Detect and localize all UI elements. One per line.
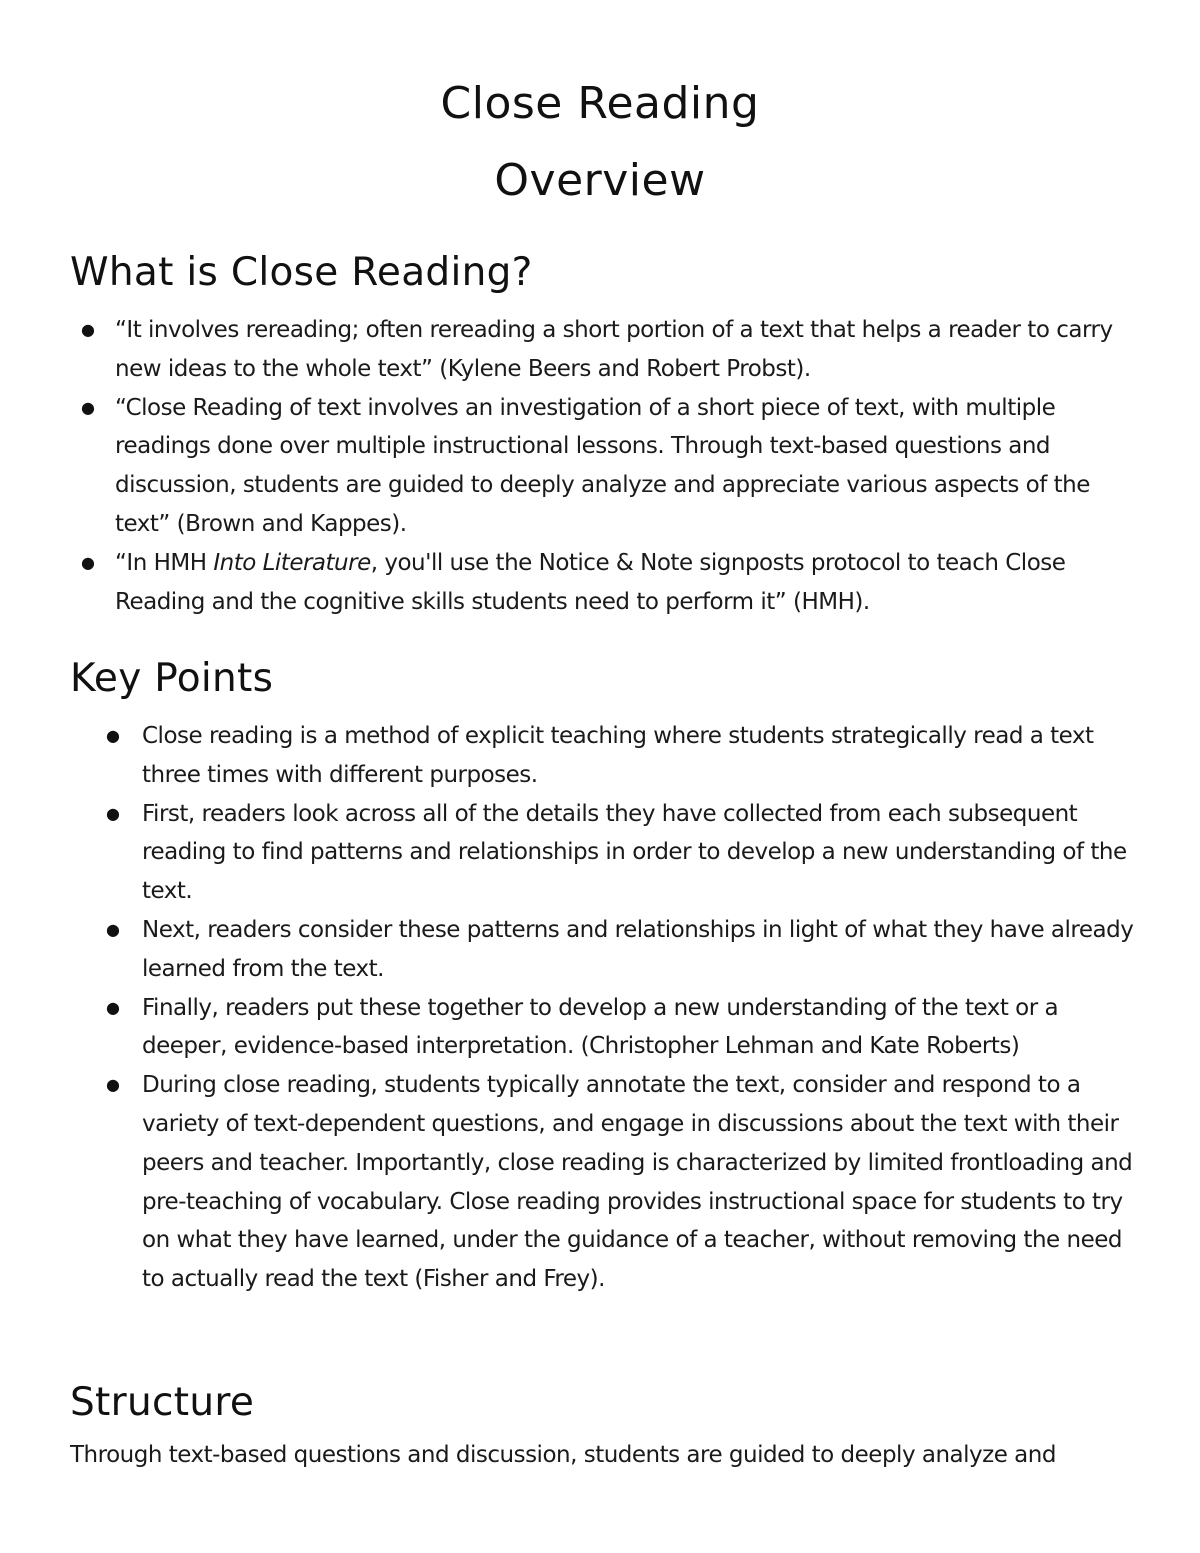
- book-title: Into Literature: [213, 549, 371, 576]
- list-item: [106, 911, 1137, 989]
- list-item-text: Close reading is a method of explicit teaching where students strategically read a text three times with different purposes.: [142, 723, 1094, 788]
- list-item-text-end: , you'll use the Notice & Note signposts protocol to teach Close Reading and the cognitive skills students need to perform it” (HMH).: [115, 549, 1066, 615]
- list-item: [81, 544, 1135, 622]
- key-points-list: [106, 717, 1137, 1299]
- what-is-list: [81, 311, 1135, 621]
- bullet-icon: ●: [106, 997, 120, 1017]
- document-title-line-1: Close Reading: [440, 78, 760, 129]
- list-item-text: During close reading, students typically annotate the text, consider and respond to a variety of text-dependent questions, and engage in discussions about the text with their peers and teacher. Importantly, close reading is characterized by limited frontloading and pre-teaching of vocabulary. Close reading provides instructional space for students to try on what they have learned, under the guidance of a teacher, without removing the need to actually read the text (Fisher and Frey).: [142, 1072, 1133, 1293]
- list-item-text: Next, readers consider these patterns and relationships in light of what they have already learned from the text.: [142, 916, 1134, 982]
- document-title-line-2: Overview: [494, 155, 706, 206]
- bullet-icon: ●: [106, 1075, 120, 1095]
- list-item: [81, 389, 1135, 544]
- bullet-icon: ●: [106, 726, 120, 745]
- section-heading-key-points: Key Points: [70, 656, 274, 701]
- list-item-text: Finally, readers put these together to develop a new understanding of the text or a deeper, evidence-based interpretation. (Christopher Lehman and Kate Roberts): [142, 994, 1059, 1060]
- list-item: [106, 795, 1137, 911]
- structure-paragraph: Through text-based questions and discussion, students are guided to deeply analyze and: [70, 1442, 1056, 1468]
- list-item: [106, 717, 1137, 795]
- list-item: [106, 989, 1137, 1067]
- section-heading-structure: Structure: [70, 1380, 255, 1425]
- list-item-text: First, readers look across all of the details they have collected from each subsequent reading to find patterns and relationships in order to develop a new understanding of the text.: [142, 800, 1127, 905]
- bullet-icon: ●: [106, 919, 120, 939]
- list-item-text-start: “In HMH: [115, 549, 214, 576]
- bullet-icon: ●: [106, 803, 120, 823]
- bullet-icon: ●: [81, 552, 95, 572]
- section-heading-what-is: What is Close Reading?: [70, 250, 533, 295]
- bullet-icon: ●: [81, 397, 95, 417]
- bullet-icon: ●: [81, 320, 95, 339]
- list-item-text: “It involves rereading; often rereading a short portion of a text that helps a reader to carry new ideas to the whole text” (Kylene Beers and Robert Probst).: [115, 317, 1113, 382]
- list-item-text: “Close Reading of text involves an investigation of a short piece of text, with multiple readings done over multiple instructional lessons. Through text-based questions and discussion, students are guided to deeply analyze and appreciate various aspects of the text” (Brown and Kappes).: [115, 394, 1090, 537]
- list-item: [81, 311, 1135, 389]
- list-item: [106, 1066, 1137, 1299]
